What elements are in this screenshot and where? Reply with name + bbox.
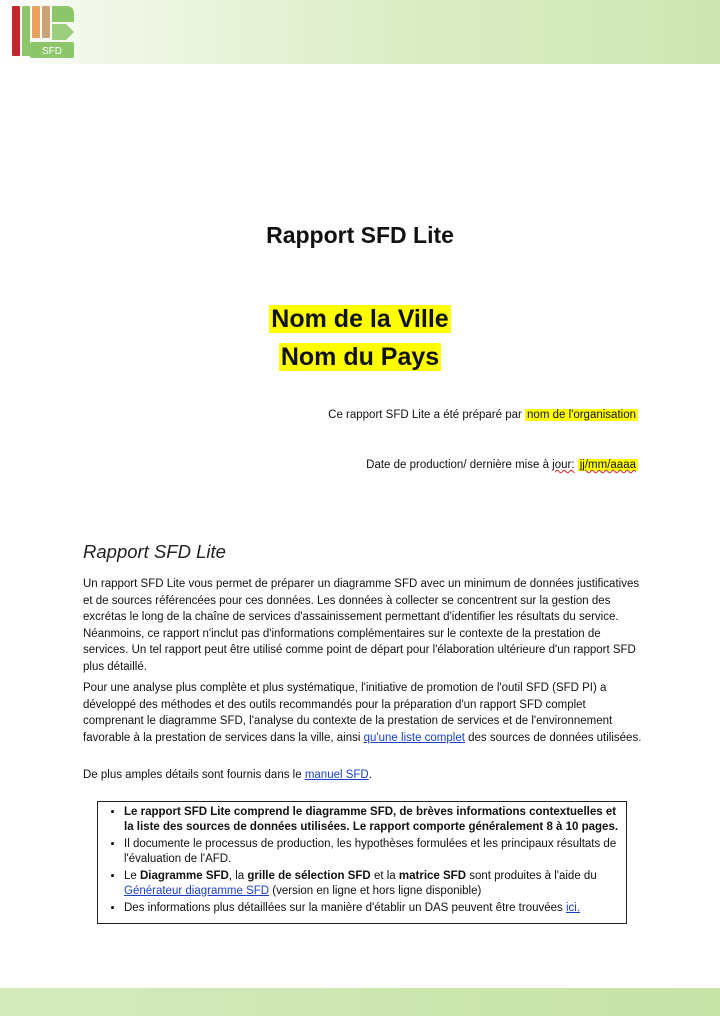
- date-line: [366, 459, 638, 471]
- list-item-bold: matrice SFD: [398, 870, 466, 882]
- footer-bar: [0, 988, 720, 1016]
- paragraph-analysis-text: Pour une analyse plus complète et plus systématique, l'initiative de promotion de l'outil SFD (SFD PI) a développé des méthodes et des outils recommandés pour la préparation d'un rapport SFD complet comprenant le diagramme SFD, l'analyse du contexte de la prestation de services et de l'environnement favorable à la prestation de services dans la ville, ainsi: [83, 682, 613, 744]
- summary-box: [97, 801, 627, 924]
- sfd-generator-link[interactable]: Générateur diagramme SFD: [124, 884, 270, 897]
- summary-list: [104, 805, 620, 916]
- list-item-bold: Diagramme SFD: [140, 870, 229, 882]
- logo-text: SFD: [42, 46, 62, 57]
- paragraph-intro: Un rapport SFD Lite vous permet de préparer un diagramme SFD avec un minimum de données justificatives et de sources référencées pour ces données. Les données à collecter se concentrent sur la gestion des excrétas le long de la chaîne de services d'assainissement permettant d'identifier les résultats du service. Néanmoins, ce rapport n'inclut pas d'informations complémentaires sur le contexte de la prestation de services. Un tel rapport peut être utilisé comme point de départ pour l'élaboration ultérieure d'un rapport SFD plus détaillé.: [83, 578, 640, 673]
- complete-list-link[interactable]: qu'une liste complet: [363, 731, 465, 744]
- date-word: jour:: [552, 459, 575, 471]
- list-item-text: Des informations plus détaillées sur la manière d'établir un DAS peuvent être trouvées: [124, 902, 563, 914]
- organisation-name: nom de l'organisation: [527, 409, 636, 421]
- prepared-prefix: Ce rapport SFD Lite a été préparé par: [328, 409, 522, 421]
- header-bar: [0, 0, 720, 64]
- list-item: • Il documente le processus de production, les hypothèses formulées et les principaux résultats de l'évaluation de l'AFD.: [124, 837, 620, 866]
- list-item: • Le rapport SFD Lite comprend le diagramme SFD, de brèves informations contextuelles et la liste des sources de données utilisées. Le rapport comporte généralement 8 à 10 pages.: [124, 805, 620, 834]
- prepared-by-line: [328, 409, 638, 421]
- list-item-bold: grille de sélection SFD: [247, 870, 371, 882]
- paragraph-analysis: [83, 680, 643, 746]
- list-item-text: , la: [228, 870, 245, 882]
- country-name: Nom du Pays: [280, 343, 440, 371]
- paragraph-analysis-end: des sources de données utilisées.: [468, 731, 642, 744]
- city-country-block: [0, 300, 720, 376]
- city-name: Nom de la Ville: [271, 305, 449, 333]
- page-title: Rapport SFD Lite: [266, 222, 454, 248]
- sfd-logo: [4, 2, 84, 62]
- date-prefix: Date de production/ dernière mise à: [366, 459, 549, 471]
- paragraph-details-end: .: [368, 769, 372, 781]
- paragraph-details-text: De plus amples détails sont fournis dans le: [83, 769, 302, 781]
- here-link[interactable]: ici.: [566, 902, 581, 914]
- list-item-text: Le: [124, 870, 137, 882]
- date-value: jj/mm/aaaa: [579, 459, 636, 471]
- list-item: [124, 901, 620, 916]
- paragraph-details: [83, 767, 643, 784]
- list-item: [124, 869, 620, 898]
- sfd-manual-link[interactable]: manuel SFD: [304, 769, 369, 781]
- list-item-text: et la: [373, 870, 396, 882]
- list-item-text: (version en ligne et hors ligne disponible): [272, 884, 482, 897]
- list-item-text: sont produites à l'aide du: [469, 870, 597, 882]
- section-heading: Rapport SFD Lite: [83, 541, 226, 562]
